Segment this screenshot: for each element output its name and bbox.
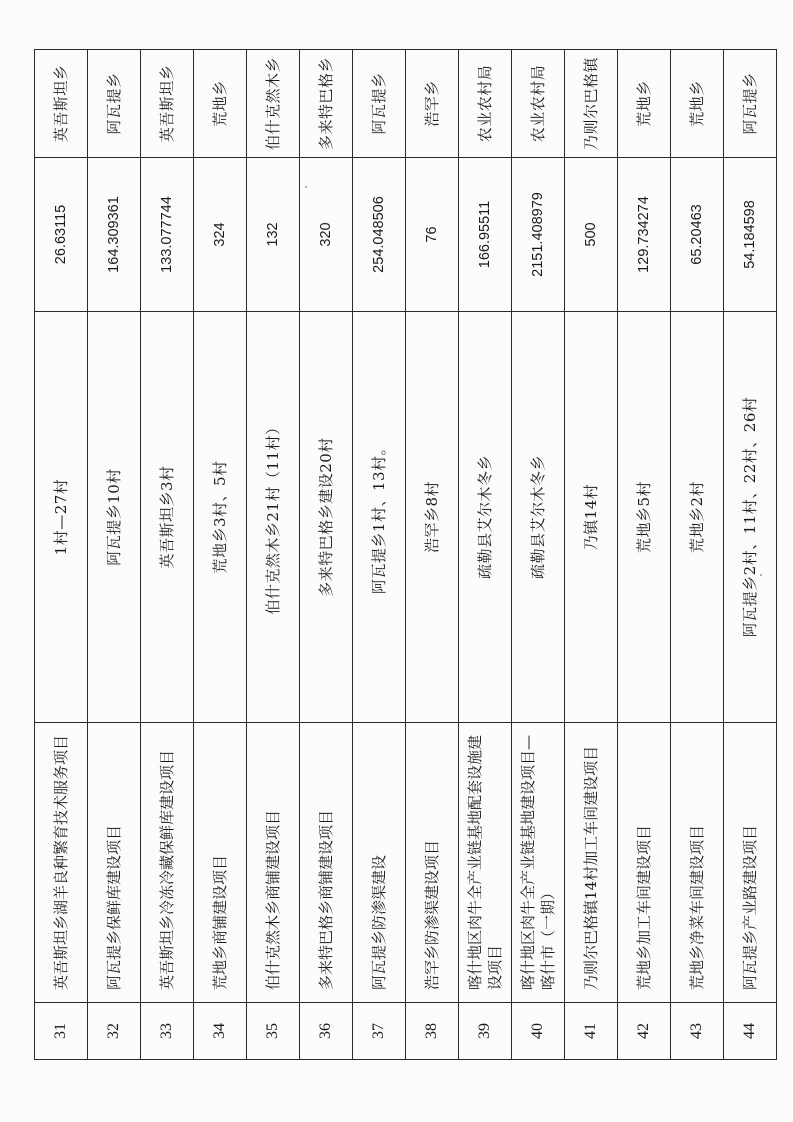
investment-amount: 324 — [194, 158, 247, 312]
investment-amount: 133.077744 — [141, 158, 194, 312]
table-row — [618, 50, 671, 1060]
table-row — [141, 50, 194, 1060]
investment-amount: 65.20463 — [671, 158, 724, 312]
responsible-unit: 阿瓦提乡 — [353, 50, 406, 158]
table-row — [459, 50, 512, 1060]
responsible-unit: 阿瓦提乡 — [724, 50, 777, 158]
project-name: 阿瓦提乡产业路建设项目 — [724, 723, 777, 1003]
row-number: 31 — [35, 1003, 88, 1060]
investment-amount: 164.309361 — [88, 158, 141, 312]
row-number: 44 — [724, 1003, 777, 1060]
project-name: 荒地乡净菜车间建设项目 — [671, 723, 724, 1003]
project-location: 荒地乡3村、5村 — [194, 312, 247, 723]
responsible-unit: 荒地乡 — [671, 50, 724, 158]
project-name: 阿瓦提乡保鲜库建设项目 — [88, 723, 141, 1003]
investment-amount: 132 — [247, 158, 300, 312]
responsible-unit: 多来特巴格乡 — [300, 50, 353, 158]
project-name: 喀什地区肉牛全产业链基地配套设施建设项目 — [459, 723, 512, 1003]
project-name: 英吾斯坦乡冷冻冷藏保鲜库建设项目 — [141, 723, 194, 1003]
row-number: 32 — [88, 1003, 141, 1060]
investment-amount: 76 — [406, 158, 459, 312]
row-number: 33 — [141, 1003, 194, 1060]
project-name: 多来特巴格乡商铺建设项目 — [300, 723, 353, 1003]
project-location: 荒地乡5村 — [618, 312, 671, 723]
responsible-unit: 农业农村局 — [459, 50, 512, 158]
responsible-unit: 浩罕乡 — [406, 50, 459, 158]
table-row — [353, 50, 406, 1060]
row-number: 34 — [194, 1003, 247, 1060]
responsible-unit: 阿瓦提乡 — [88, 50, 141, 158]
row-number: 40 — [512, 1003, 565, 1060]
project-location: 阿瓦提乡1村、13村。 — [353, 312, 406, 723]
project-location: 荒地乡2村 — [671, 312, 724, 723]
investment-amount: 500 — [565, 158, 618, 312]
project-name: 伯什克然木乡商铺建设项目 — [247, 723, 300, 1003]
table-row — [88, 50, 141, 1060]
responsible-unit: 荒地乡 — [194, 50, 247, 158]
row-number: 41 — [565, 1003, 618, 1060]
table-row — [247, 50, 300, 1060]
row-number: 37 — [353, 1003, 406, 1060]
investment-amount: 166.95511 — [459, 158, 512, 312]
table-row — [724, 50, 777, 1060]
investment-amount: 2151.408979 — [512, 158, 565, 312]
project-table — [34, 49, 777, 1060]
project-location: 疏勒县艾尔木冬乡 — [459, 312, 512, 723]
table-row — [512, 50, 565, 1060]
project-location: 多来特巴格乡建设20村 — [300, 312, 353, 723]
table-row — [406, 50, 459, 1060]
row-number: 36 — [300, 1003, 353, 1060]
investment-amount: 129.734274 — [618, 158, 671, 312]
investment-amount: 26.63115 — [35, 158, 88, 312]
project-location: 1村—27村 — [35, 312, 88, 723]
table-row — [194, 50, 247, 1060]
table-body — [35, 50, 777, 1060]
project-name: 荒地乡商铺建设项目 — [194, 723, 247, 1003]
table-row — [671, 50, 724, 1060]
project-name: 浩罕乡防渗渠建设项目 — [406, 723, 459, 1003]
project-location: 英吾斯坦乡3村 — [141, 312, 194, 723]
project-location: 阿瓦提乡2村、11村、22村、26村 — [724, 312, 777, 723]
table-row — [565, 50, 618, 1060]
row-number: 39 — [459, 1003, 512, 1060]
table-row — [35, 50, 88, 1060]
investment-amount: 254.048506 — [353, 158, 406, 312]
project-name: 阿瓦提乡防渗渠建设 — [353, 723, 406, 1003]
responsible-unit: 英吾斯坦乡 — [35, 50, 88, 158]
project-name: 乃则尔巴格镇14村加工车间建设项目 — [565, 723, 618, 1003]
responsible-unit: 荒地乡 — [618, 50, 671, 158]
project-location: 疏勒县艾尔木冬乡 — [512, 312, 565, 723]
responsible-unit: 英吾斯坦乡 — [141, 50, 194, 158]
row-number: 38 — [406, 1003, 459, 1060]
row-number: 35 — [247, 1003, 300, 1060]
responsible-unit: 乃则尔巴格镇 — [565, 50, 618, 158]
investment-amount: 54.184598 — [724, 158, 777, 312]
table-row — [300, 50, 353, 1060]
project-location: 阿瓦提乡10村 — [88, 312, 141, 723]
project-location: 伯什克然木乡21村（11村） — [247, 312, 300, 723]
responsible-unit: 农业农村局 — [512, 50, 565, 158]
project-name: 喀什地区肉牛全产业链基地建设项目—喀什市（一期） — [512, 723, 565, 1003]
row-number: 43 — [671, 1003, 724, 1060]
project-location: 乃镇14村 — [565, 312, 618, 723]
project-name: 英吾斯坦乡湖羊良种繁育技术服务项目 — [35, 723, 88, 1003]
rotated-table-wrapper — [34, 50, 774, 1060]
row-number: 42 — [618, 1003, 671, 1060]
project-location: 浩罕乡8村 — [406, 312, 459, 723]
project-name: 荒地乡加工车间建设项目 — [618, 723, 671, 1003]
investment-amount: 320 — [300, 158, 353, 312]
responsible-unit: 伯什克然木乡 — [247, 50, 300, 158]
